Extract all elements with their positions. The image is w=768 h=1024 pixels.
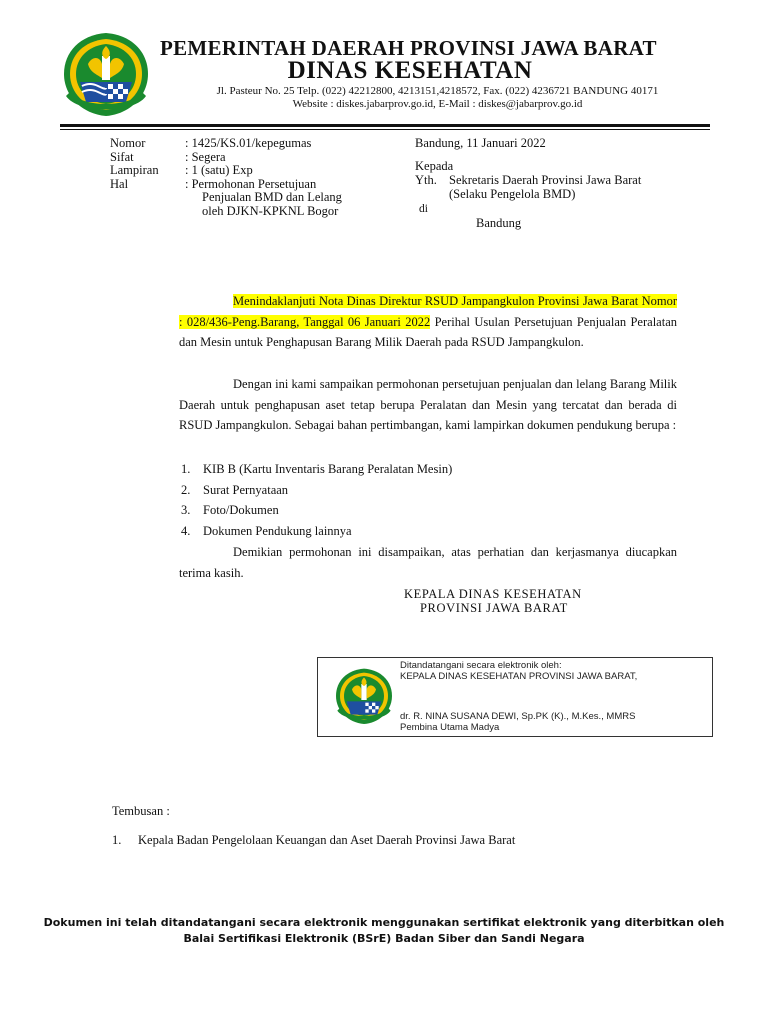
west-java-emblem-icon bbox=[332, 664, 396, 728]
footer-line2: Balai Sertifikasi Elektronik (BSrE) Badan Siber dan Sandi Negara bbox=[183, 932, 585, 945]
sig-box-line1: Ditandatangani secara elektronik oleh: bbox=[400, 660, 562, 671]
list-item: 4. Dokumen Pendukung lainnya bbox=[181, 523, 352, 538]
signature-title-1: KEPALA DINAS KESEHATAN bbox=[404, 587, 582, 601]
letter-date: Bandung, 11 Januari 2022 bbox=[415, 136, 546, 150]
lampiran-label: Lampiran bbox=[110, 163, 159, 177]
sifat-label: Sifat bbox=[110, 149, 134, 164]
sig-box-rank: Pembina Utama Madya bbox=[400, 722, 500, 733]
meta-values bbox=[185, 137, 342, 218]
sifat-value: : Segera bbox=[185, 149, 226, 164]
list-item: 1. KIB B (Kartu Inventaris Barang Peralatan Mesin) bbox=[181, 462, 453, 476]
letterhead-rule-thin bbox=[60, 129, 710, 130]
letterhead-website: Website : diskes.jabarprov.go.id, E-Mail : diskes@jabarprov.go.id bbox=[292, 98, 583, 110]
paragraph-1-rest: Perihal Usulan Persetujuan Penjualan Peralatan dan Mesin untuk Penghapusan Barang Milik Daerah pada RSUD Jampangkulon. bbox=[179, 314, 677, 349]
paragraph-1-highlight: Menindaklanjuti Nota Dinas Direktur RSUD Jampangkulon Provinsi Jawa Barat Nomor : 028/436-Peng.Barang, Tanggal 06 Januari 2022 bbox=[179, 294, 677, 329]
sig-box-name: dr. R. NINA SUSANA DEWI, Sp.PK (K)., M.Kes., MMRS bbox=[400, 711, 636, 722]
sig-box-line2: KEPALA DINAS KESEHATAN PROVINSI JAWA BARAT, bbox=[400, 671, 638, 682]
letterhead-line1: PEMERINTAH DAERAH PROVINSI JAWA BARAT bbox=[160, 36, 657, 60]
nomor-label: Nomor bbox=[110, 136, 146, 150]
yth-label: Yth. bbox=[415, 173, 437, 187]
di-label: di bbox=[419, 203, 428, 215]
recipient-name: Sekretaris Daerah Provinsi Jawa Barat bbox=[449, 173, 642, 187]
nomor-value: : 1425/KS.01/kepegumas bbox=[185, 136, 312, 150]
letterhead-line2: DINAS KESEHATAN bbox=[287, 57, 533, 84]
paragraph-2: Dengan ini kami sampaikan permohonan persetujuan penjualan dan lelang Barang Milik Daerah untuk penghapusan aset tetap berupa Peralatan dan Mesin yang tercatat dan berada di RSUD Jampangkulon. Sebagai bahan pertimbangan, kami lampirkan dokumen pendukung berupa : bbox=[179, 377, 677, 432]
letterhead-address-block bbox=[165, 85, 710, 111]
hal-value-3: oleh DJKN-KPKNL Bogor bbox=[202, 203, 339, 218]
recipient-city: Bandung bbox=[476, 216, 522, 230]
list-item: 3. Foto/Dokumen bbox=[181, 503, 279, 517]
recipient-role: (Selaku Pengelola BMD) bbox=[449, 187, 576, 201]
esign-footer bbox=[0, 915, 768, 947]
tembusan-item: 1. Kepala Badan Pengelolaan Keuangan dan Aset Daerah Provinsi Jawa Barat bbox=[112, 833, 516, 847]
electronic-signature-box bbox=[317, 657, 713, 737]
paragraph-1 bbox=[179, 291, 677, 353]
signature-title-2: PROVINSI JAWA BARAT bbox=[420, 601, 568, 615]
hal-value-1: : Permohonan Persetujuan bbox=[185, 176, 317, 191]
attachment-list bbox=[181, 459, 452, 541]
paragraph-3: Demikian permohonan ini disampaikan, atas perhatian dan kerjasmanya diucapkan terima kasih. bbox=[179, 545, 677, 580]
kepada-label: Kepada bbox=[415, 159, 454, 173]
letterhead-rule-thick bbox=[60, 124, 710, 127]
tembusan-label: Tembusan : bbox=[112, 804, 170, 818]
hal-value-2: Penjualan BMD dan Lelang bbox=[202, 190, 342, 204]
letterhead-address: Jl. Pasteur No. 25 Telp. (022) 42212800, 4213151,4218572, Fax. (022) 4236721 BANDUNG 40171 bbox=[216, 85, 659, 97]
hal-label: Hal bbox=[110, 176, 129, 191]
footer-line1: Dokumen ini telah ditandatangani secara elektronik menggunakan sertifikat elektronik yang diterbitkan oleh bbox=[43, 916, 725, 929]
list-item: 2. Surat Pernyataan bbox=[181, 482, 289, 497]
meta-labels bbox=[110, 137, 159, 191]
lampiran-value: : 1 (satu) Exp bbox=[185, 163, 253, 177]
west-java-emblem-icon bbox=[58, 30, 154, 118]
